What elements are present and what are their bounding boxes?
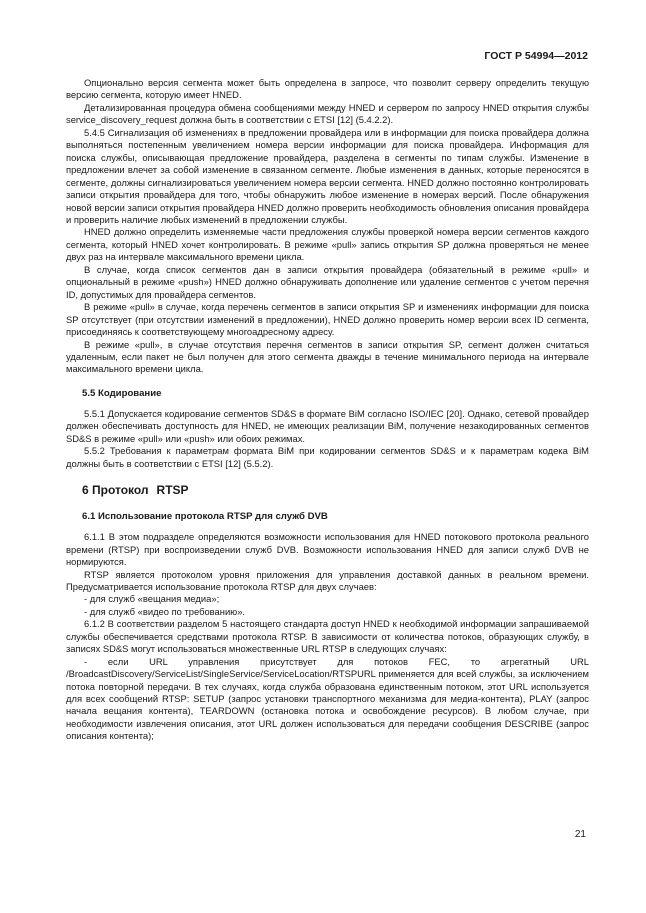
paragraph: 5.5.2 Требования к параметрам формата BiM при кодировании сегментов SD&S и к параметрам кодека BiM должны быть в соответствии с ETSI [12] (5.5.2).: [66, 445, 589, 469]
paragraph: Детализированная процедура обмена сообщениями между HNED и сервером по запросу HNED открытия службы service_discovery_request должна быть в соответствии с ETSI [12] (5.4.2.2).: [66, 101, 589, 126]
list-item: - для служб «видео по требованию».: [84, 605, 246, 617]
paragraph: 5.5.1 Допускается кодирование сегментов SD&S в формате BiM согласно ISO/IEC [20]. Однако, сетевой провайдер должен обеспечивать доступность для HNED, не имеющих реализации BiM, получение незакодированных сегментов SD&S в режиме «pull» или «push» или обоих режимах.: [66, 407, 589, 444]
paragraph: 6.1.2 В соответствии разделом 5 настоящего стандарта доступ HNED к необходимой информации запрашиваемой службы обеспечивается средствами протокола RTSP. В зависимости от количества потоков, образующих службу, в записях SD&S могут использоваться множественные URL RTSP в следующих случаях:: [66, 618, 589, 655]
paragraph: 6.1.1 В этом подразделе определяются возможности использования для HNED потокового протокола реального времени (RTSP) при воспроизведении служб DVB. Возможности использования HNED для записи служб DVB не нормируются.: [66, 531, 589, 568]
page-body: [66, 77, 589, 743]
section-heading-6: [82, 483, 589, 497]
paragraph: Опционально версия сегмента может быть определена в запросе, что позволит серверу определить текущую версию сегмента, которую имеет HNED.: [66, 77, 589, 101]
section-heading-6-number: 6 Протокол: [82, 483, 149, 498]
paragraph: В режиме «pull», в случае отсутствия перечня сегментов в записи открытия SP, сегмент должен считаться удаленным, если пакет не был получен для этого сегмента дважды в течение минимального периода на интервале максимального времени цикла.: [66, 338, 589, 375]
page-number: 21: [574, 829, 586, 840]
standard-header: ГОСТ Р 54994—2012: [484, 50, 588, 62]
section-heading-6-title: RTSP: [156, 483, 189, 498]
paragraph: RTSP является протоколом уровня приложения для управления доставкой данных в реальном времени. Предусматривается использование протокола RTSP для двух случаев:: [66, 568, 589, 592]
paragraph: В режиме «pull» в случае, когда перечень сегментов в записи открытия SP и изменениях информации для поиска SP отсутствует (при отсутствии изменений в предложении), HNED должно проверить номер версии всех ID сегмента, присоединяясь к соответствующему многоадресному адресу.: [66, 301, 589, 338]
section-heading-5-5: 5.5 Кодирование: [82, 387, 162, 399]
section-heading-6-1: 6.1 Использование протокола RTSP для служб DVB: [82, 511, 328, 523]
paragraph: HNED должно определить изменяемые части предложения службы проверкой номера версии сегментов каждого сегмента, который HNED хочет контролировать. В режиме «pull» запись открытия SP должна проверяться не менее двух раз на интервале максимального времени цикла.: [66, 226, 589, 263]
list-item: - если URL управления присутствует для потоков FEC, то агрегатный URL /BroadcastDiscovery/ServiceList/SingleService/ServiceLocation/RTSPURL применяется для всей службы, за исключением потока повторной передачи. В тех случаях, когда служба образована единственным потоком, этот URL используется для всех сообщений RTSP: SETUP (запрос установки транспортного механизма для медиа-контента), PLAY (запрос начала вещания контента), TEARDOWN (остановка потока и освобождение ресурсов). В любом случае, при необходимости извлечения описания, этот URL должен использоваться для передачи сообщения DESCRIBE (запрос описания контента);: [66, 655, 589, 742]
paragraph: В случае, когда список сегментов дан в записи открытия провайдера (обязательный в режиме «pull» и опциональный в режиме «push») HNED должно обнаруживать дополнение или удаление сегментов с учетом перечня ID, допустимых для провайдера сегментов.: [66, 263, 589, 300]
paragraph: 5.4.5 Сигнализация об изменениях в предложении провайдера или в информации для поиска провайдера должна выполняться постепенным увеличением номера версии информации для поиска провайдера. Информация для поиска службы, описывающая предложение провайдера, разделена в сегменты по типам службы. Изменение в предложении влечет за собой изменение в связанном сегменте. Любые изменения в данных, которые переносятся в сегменте, должны сигнализироваться увеличением номера версии сегмента. HNED должно постоянно контролировать записи открытия провайдера для того, чтобы обнаружить любое изменение в номерах версий. После обнаружения новой версии записи открытия провайдера HNED должно проверить необходимость обновления описания провайдера и проверить наличие любых изменений в предложении службы.: [66, 126, 589, 225]
list-item: - для служб «вещания медиа»;: [84, 593, 220, 605]
